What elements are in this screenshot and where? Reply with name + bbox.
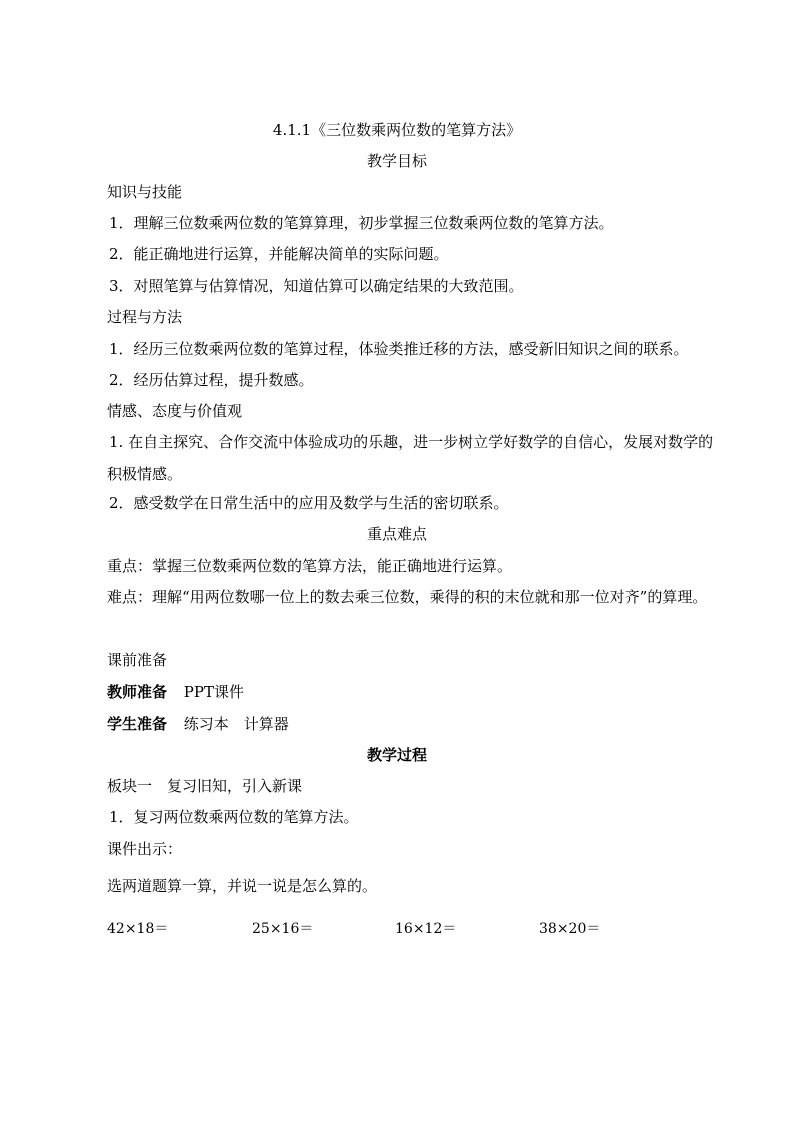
step-1: 1．复习两位数乘两位数的笔算方法。 <box>109 808 359 826</box>
key-point: 重点：掌握三位数乘两位数的笔算方法，能正确地进行运算。 <box>107 557 513 575</box>
knowledge-heading: 知识与技能 <box>107 183 183 201</box>
teacher-prep-label: 教师准备 <box>107 683 168 701</box>
key-heading: 重点难点 <box>366 525 427 543</box>
problem-2: 25×16＝ <box>252 921 314 937</box>
prep-heading: 课前准备 <box>107 651 168 669</box>
process-section-heading: 教学过程 <box>366 746 427 764</box>
process-item-2: 2．经历估算过程，提升数感。 <box>109 371 314 389</box>
teacher-prep-value: PPT课件 <box>183 683 244 701</box>
emotion-heading: 情感、态度与价值观 <box>107 402 243 420</box>
goals-heading: 教学目标 <box>366 152 427 170</box>
block-1-title: 板块一 复习旧知，引入新课 <box>107 777 303 795</box>
exercise-prompt: 选两道题算一算，并说一说是怎么算的。 <box>107 877 378 895</box>
emotion-item-1: 1. 在自主探究、合作交流中体验成功的乐趣，进一步树立学好数学的自信心，发展对数学的积极情感。 <box>107 433 714 483</box>
process-heading: 过程与方法 <box>107 308 183 326</box>
process-item-1: 1．经历三位数乘两位数的笔算过程，体验类推迁移的方法，感受新旧知识之间的联系。 <box>109 340 689 358</box>
problem-1: 42×18＝ <box>107 921 169 937</box>
doc-title: 4.1.1《三位数乘两位数的笔算方法》 <box>272 121 522 139</box>
problem-4: 38×20＝ <box>539 921 601 937</box>
courseware-label: 课件出示： <box>107 840 183 858</box>
knowledge-item-3: 3．对照笔算与估算情况，知道估算可以确定结果的大致范围。 <box>109 277 524 295</box>
student-prep-value: 练习本 计算器 <box>183 715 289 733</box>
student-prep-label: 学生准备 <box>107 715 168 733</box>
exercise-problems <box>107 918 667 938</box>
problem-3: 16×12＝ <box>395 921 457 937</box>
knowledge-item-2: 2．能正确地进行运算，并能解决简单的实际问题。 <box>109 245 449 263</box>
knowledge-item-1: 1．理解三位数乘两位数的笔算算理，初步掌握三位数乘两位数的笔算方法。 <box>109 214 614 232</box>
difficulty: 难点：理解“用两位数哪一位上的数去乘三位数，乘得的积的末位就和那一位对齐”的算理。 <box>107 588 708 606</box>
student-prep <box>107 715 714 733</box>
teacher-prep <box>107 683 714 701</box>
emotion-item-2: 2．感受数学在日常生活中的应用及数学与生活的密切联系。 <box>109 494 509 512</box>
